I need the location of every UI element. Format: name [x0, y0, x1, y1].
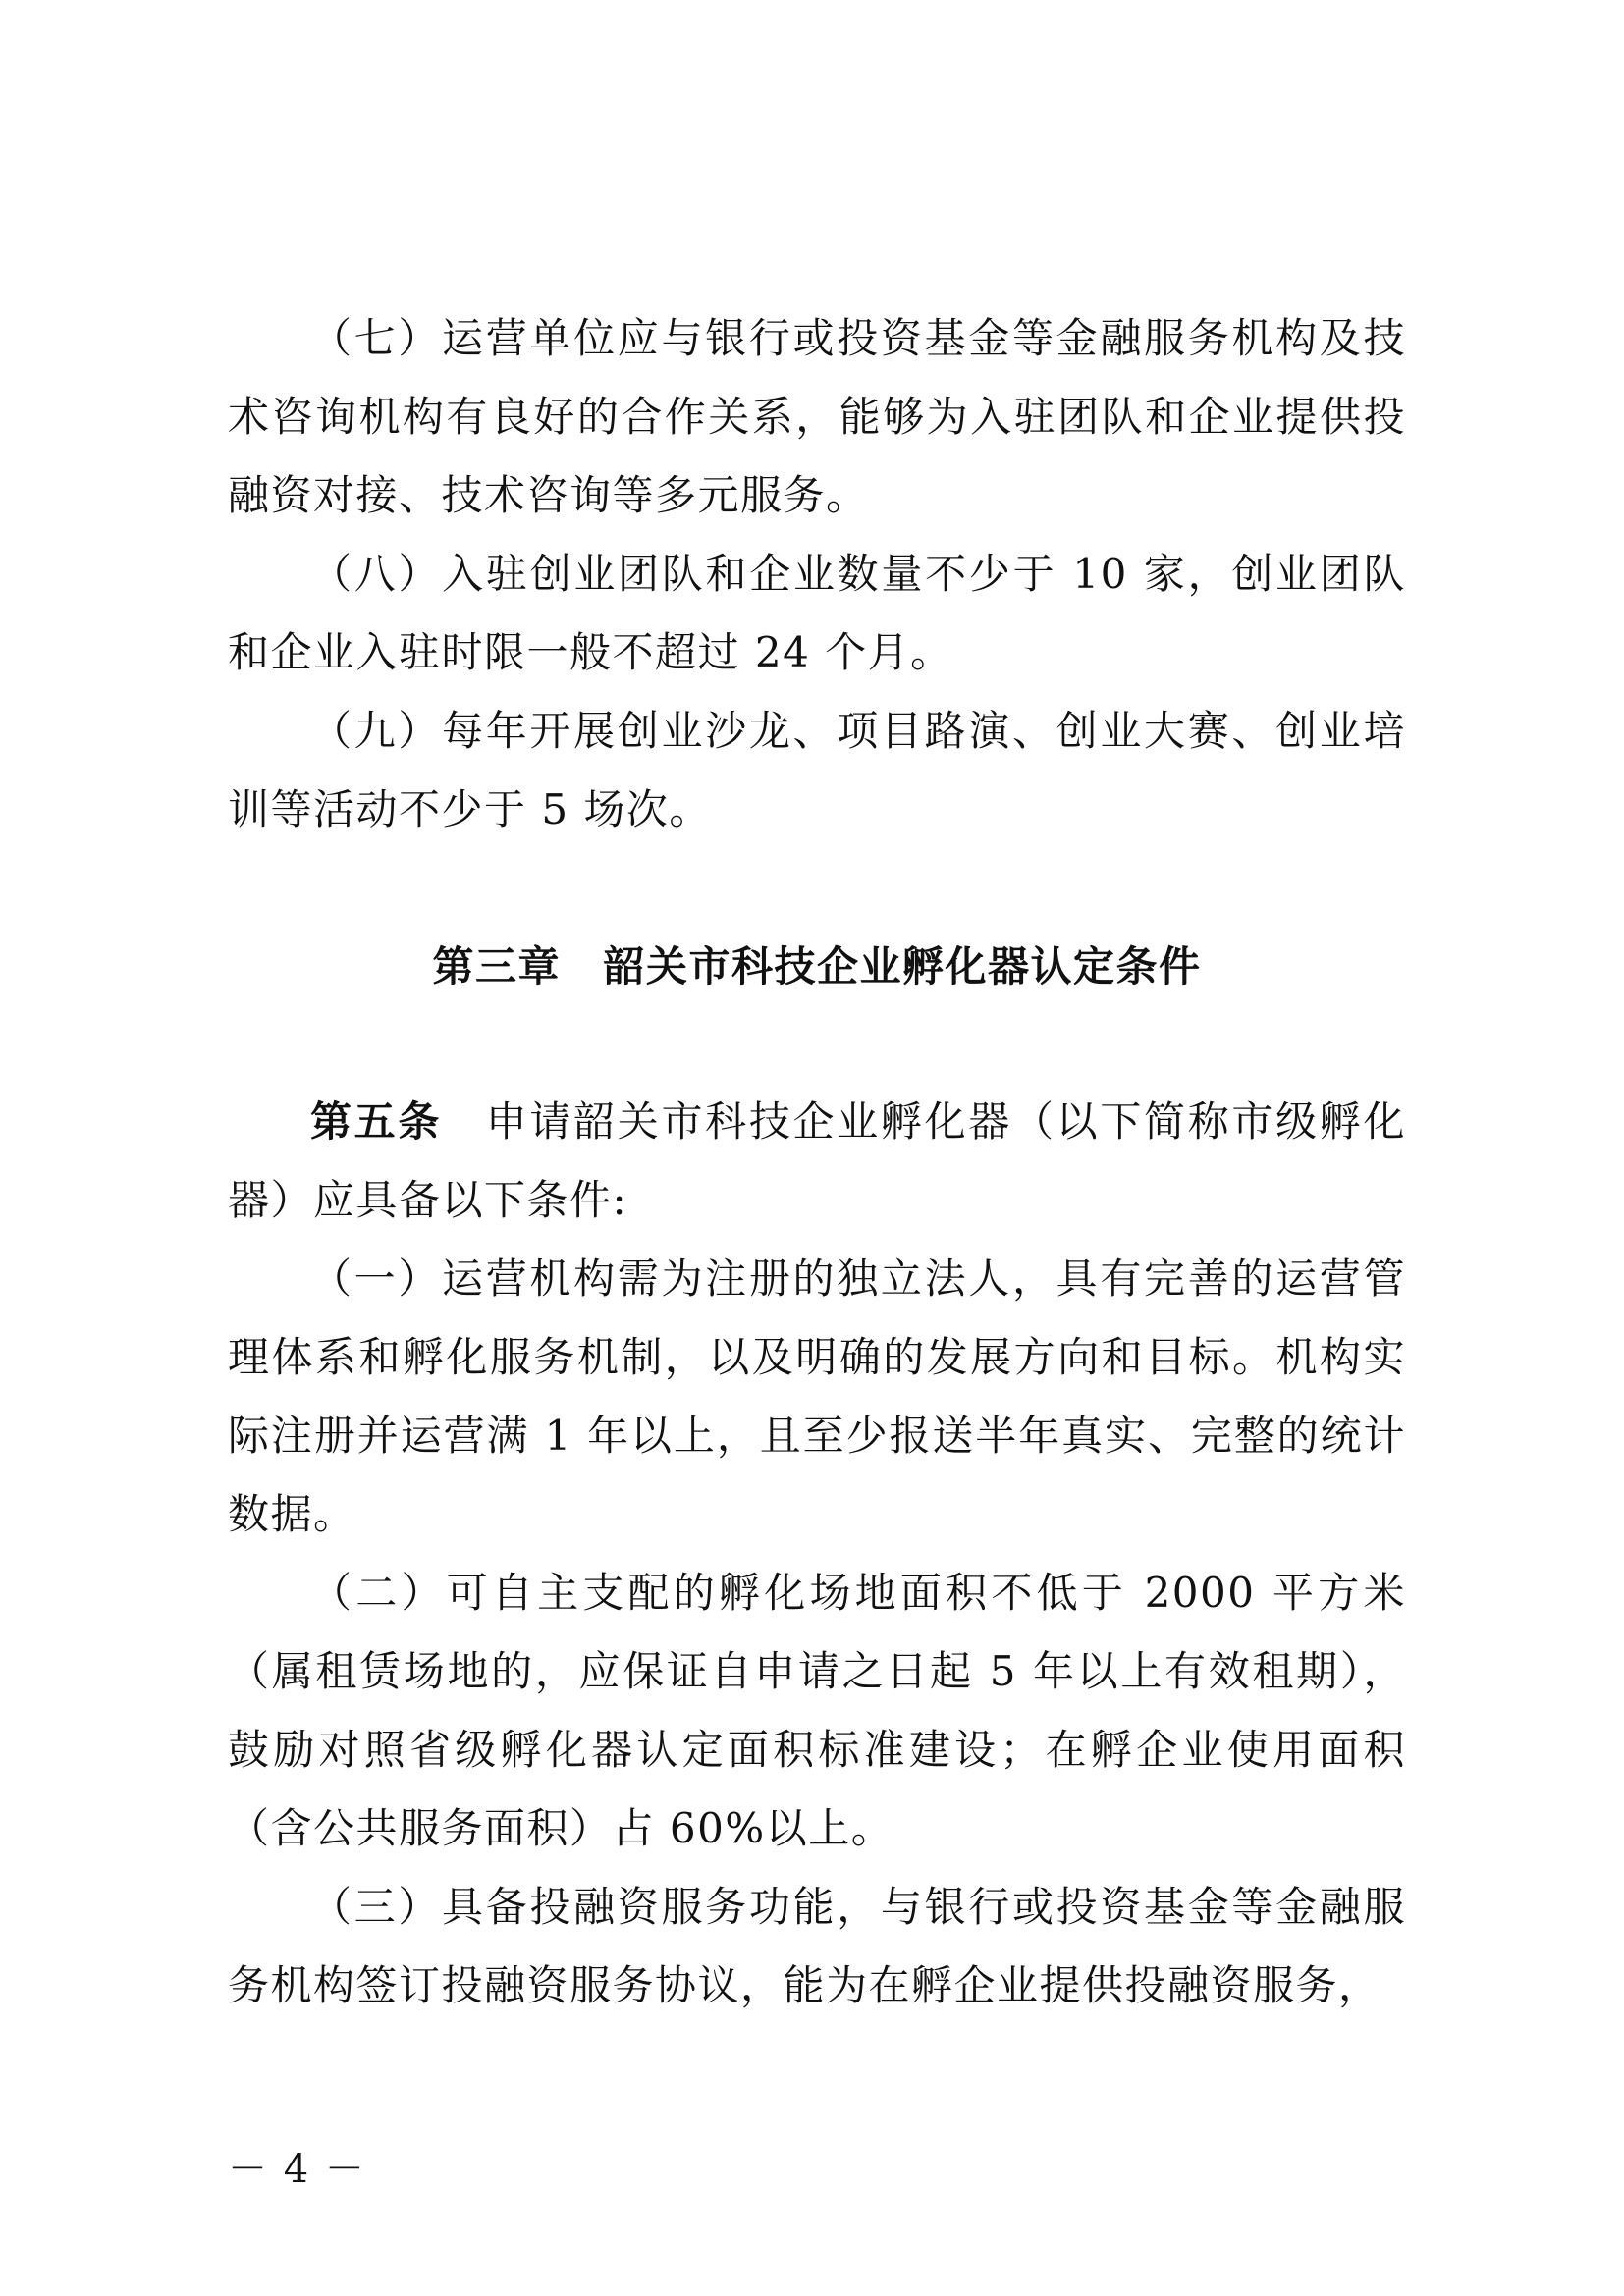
paragraph-item-1: （一）运营机构需为注册的独立法人，具有完善的运营管理体系和孵化服务机制，以及明确的发展方向和目标。机构实际注册并运营满 1 年以上，且至少报送半年真实、完整的统计数据。 — [228, 1255, 1406, 1538]
paragraph-item-3: （三）具备投融资服务功能，与银行或投资基金等金融服务机构签订投融资服务协议，能为在孵企业提供投融资服务， — [228, 1883, 1406, 2009]
document-body — [228, 299, 1406, 2025]
paragraph-item-2: （二）可自主支配的孵化场地面积不低于 2000 平方米（属租赁场地的，应保证自申请之日起 5 年以上有效租期），鼓励对照省级孵化器认定面积标准建设；在孵企业使用面积（含公共服务面积）占 60%以上。 — [228, 1569, 1406, 1852]
paragraph-item-9: （九）每年开展创业沙龙、项目路演、创业大赛、创业培训等活动不少于 5 场次。 — [228, 707, 1406, 833]
page-number: － 4 － — [228, 2147, 366, 2192]
paragraph-item-8: （八）入驻创业团队和企业数量不少于 10 家，创业团队和企业入驻时限一般不超过 24 个月。 — [228, 550, 1406, 676]
article-text: 申请韶关市科技企业孵化器（以下简称市级孵化器）应具备以下条件: — [228, 1097, 1406, 1224]
article-number: 第五条 — [310, 1097, 443, 1146]
paragraph-item-7: （七）运营单位应与银行或投资基金等金融服务机构及技术咨询机构有良好的合作关系，能够为入驻团队和企业提供投融资对接、技术咨询等多元服务。 — [228, 314, 1406, 519]
chapter-heading: 第三章 韶关市科技企业孵化器认定条件 — [432, 942, 1202, 990]
article-paragraph — [228, 1083, 1406, 1240]
